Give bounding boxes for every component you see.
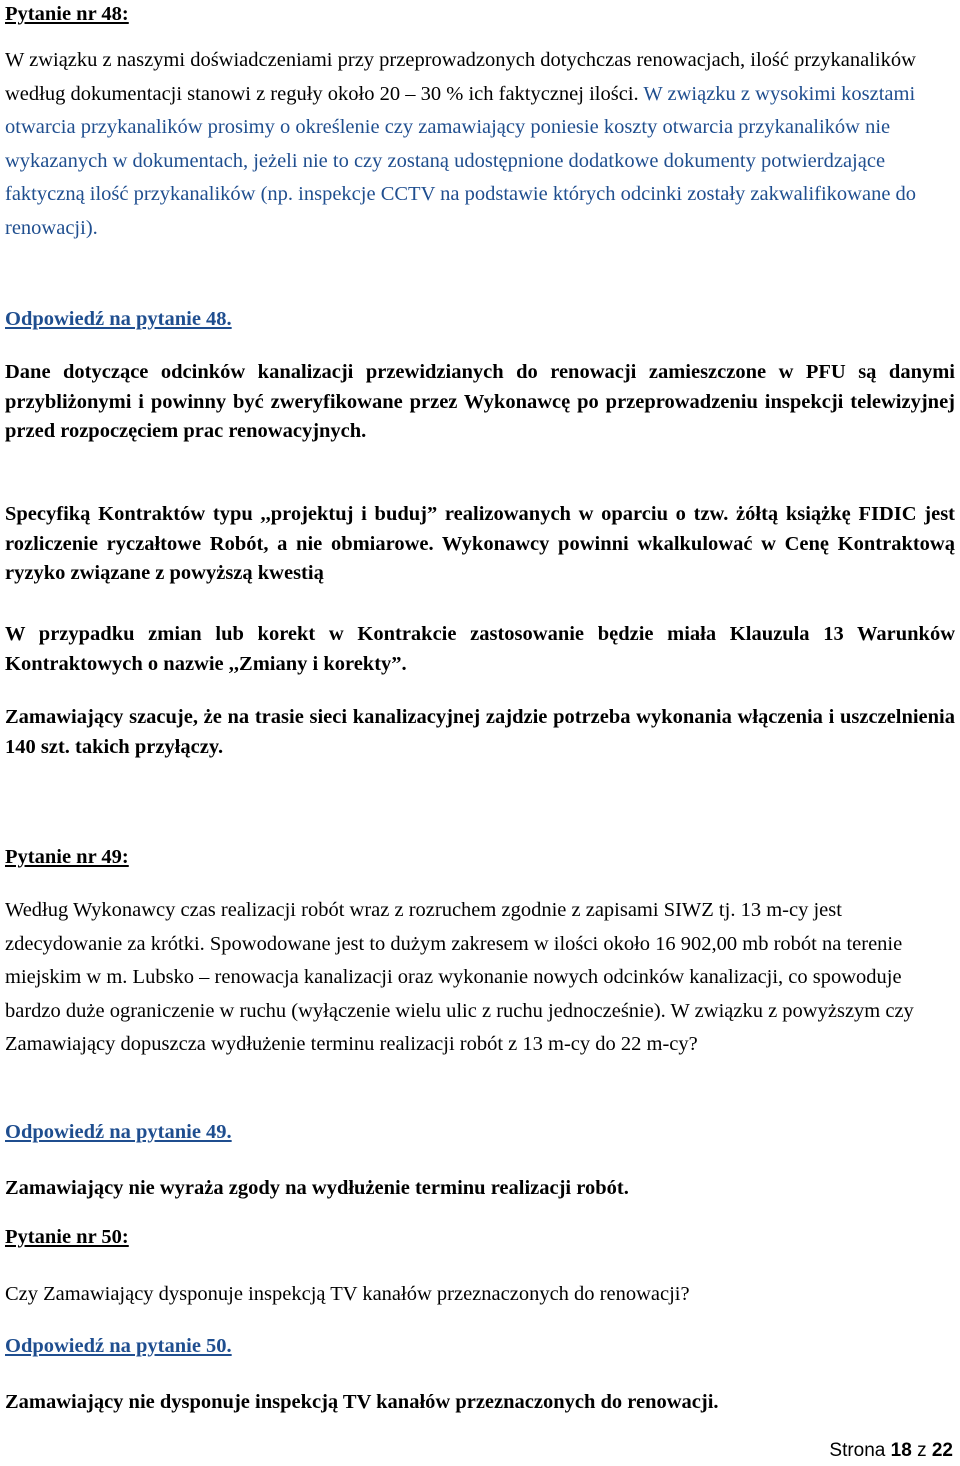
answer-48-heading: Odpowiedź na pytanie 48.: [5, 308, 232, 330]
answer-48-paragraph-4: Zamawiający szacuje, że na trasie sieci kanalizacyjnej zajdzie potrzeba wykonania włączenia i uszczelnienia 140 szt. takich przyłączy.: [5, 706, 955, 758]
question-50-text: Czy Zamawiający dysponuje inspekcją TV kanałów przeznaczonych do renowacji?: [5, 1283, 690, 1305]
answer-48-paragraph-1: Dane dotyczące odcinków kanalizacji przewidzianych do renowacji zamieszczone w PFU są danymi przybliżonymi i powinny być zweryfikowane przez Wykonawcę po przeprowadzeniu inspekcji telewizyjnej przed rozpoczęciem prac renowacyjnych.: [5, 361, 955, 442]
question-49-heading: Pytanie nr 49:: [5, 846, 129, 868]
answer-49-text: Zamawiający nie wyraża zgody na wydłużenie terminu realizacji robót.: [5, 1177, 629, 1199]
question-50-heading: Pytanie nr 50:: [5, 1226, 129, 1248]
answer-49-heading: Odpowiedź na pytanie 49.: [5, 1121, 232, 1143]
question-48-heading: Pytanie nr 48:: [5, 3, 129, 25]
question-48-text: [5, 44, 955, 245]
footer-page-number: 18: [890, 1440, 912, 1461]
answer-48-paragraph-3: W przypadku zmian lub korekt w Kontrakcie zastosowanie będzie miała Klauzula 13 Warunków Kontraktowych o nazwie ,,Zmiany i korekty”.: [5, 623, 955, 675]
footer-separator: z: [911, 1440, 932, 1461]
footer-total-pages: 22: [931, 1440, 953, 1461]
answer-50-heading: Odpowiedź na pytanie 50.: [5, 1335, 232, 1357]
question-48-text-black: W związku z naszymi doświadczeniami przy przeprowadzonych dotychczas renowacjach, ilość przykanalików według dokumentacji stanowi z reguły około 20 – 30 % ich faktycznej ilości.: [5, 49, 916, 105]
answer-48-paragraph-2: Specyfiką Kontraktów typu ,,projektuj i buduj” realizowanych w oparciu o tzw. żółtą książkę FIDIC jest rozliczenie ryczałtowe Robót, a nie obmiarowe. Wykonawcy powinni wkalkulować w Cenę Kontraktową ryzyko związane z powyższą kwestią: [5, 503, 955, 584]
question-49-text: Według Wykonawcy czas realizacji robót wraz z rozruchem zgodnie z zapisami SIWZ tj. 13 m-cy jest zdecydowanie za krótki. Spowodowane jest to dużym zakresem w ilości około 16 902,00 mb robót na terenie miejskim w m. Lubsko – renowacja kanalizacji oraz wykonanie nowych odcinków kanalizacji, co spowoduje bardzo duże ograniczenie w ruchu (wyłączenie wielu ulic z ruchu jednocześnie). W związku z powyższym czy Zamawiający dopuszcza wydłużenie terminu realizacji robót z 13 m-cy do 22 m-cy?: [5, 899, 914, 1055]
page-footer: [829, 1440, 953, 1462]
answer-50-text: Zamawiający nie dysponuje inspekcją TV kanałów przeznaczonych do renowacji.: [5, 1391, 719, 1413]
footer-prefix: Strona: [829, 1440, 891, 1461]
question-48-text-blue: W związku z wysokimi kosztami otwarcia przykanalików prosimy o określenie czy zamawiający poniesie koszty otwarcia przykanalików nie wykazanych w dokumentach, jeżeli nie to czy zostaną udostępnione dodatkowe dokumenty potwierdzające faktyczną ilość przykanalików (np. inspekcje CCTV na podstawie których odcinki zostały zakwalifikowane do renowacji).: [5, 82, 917, 239]
